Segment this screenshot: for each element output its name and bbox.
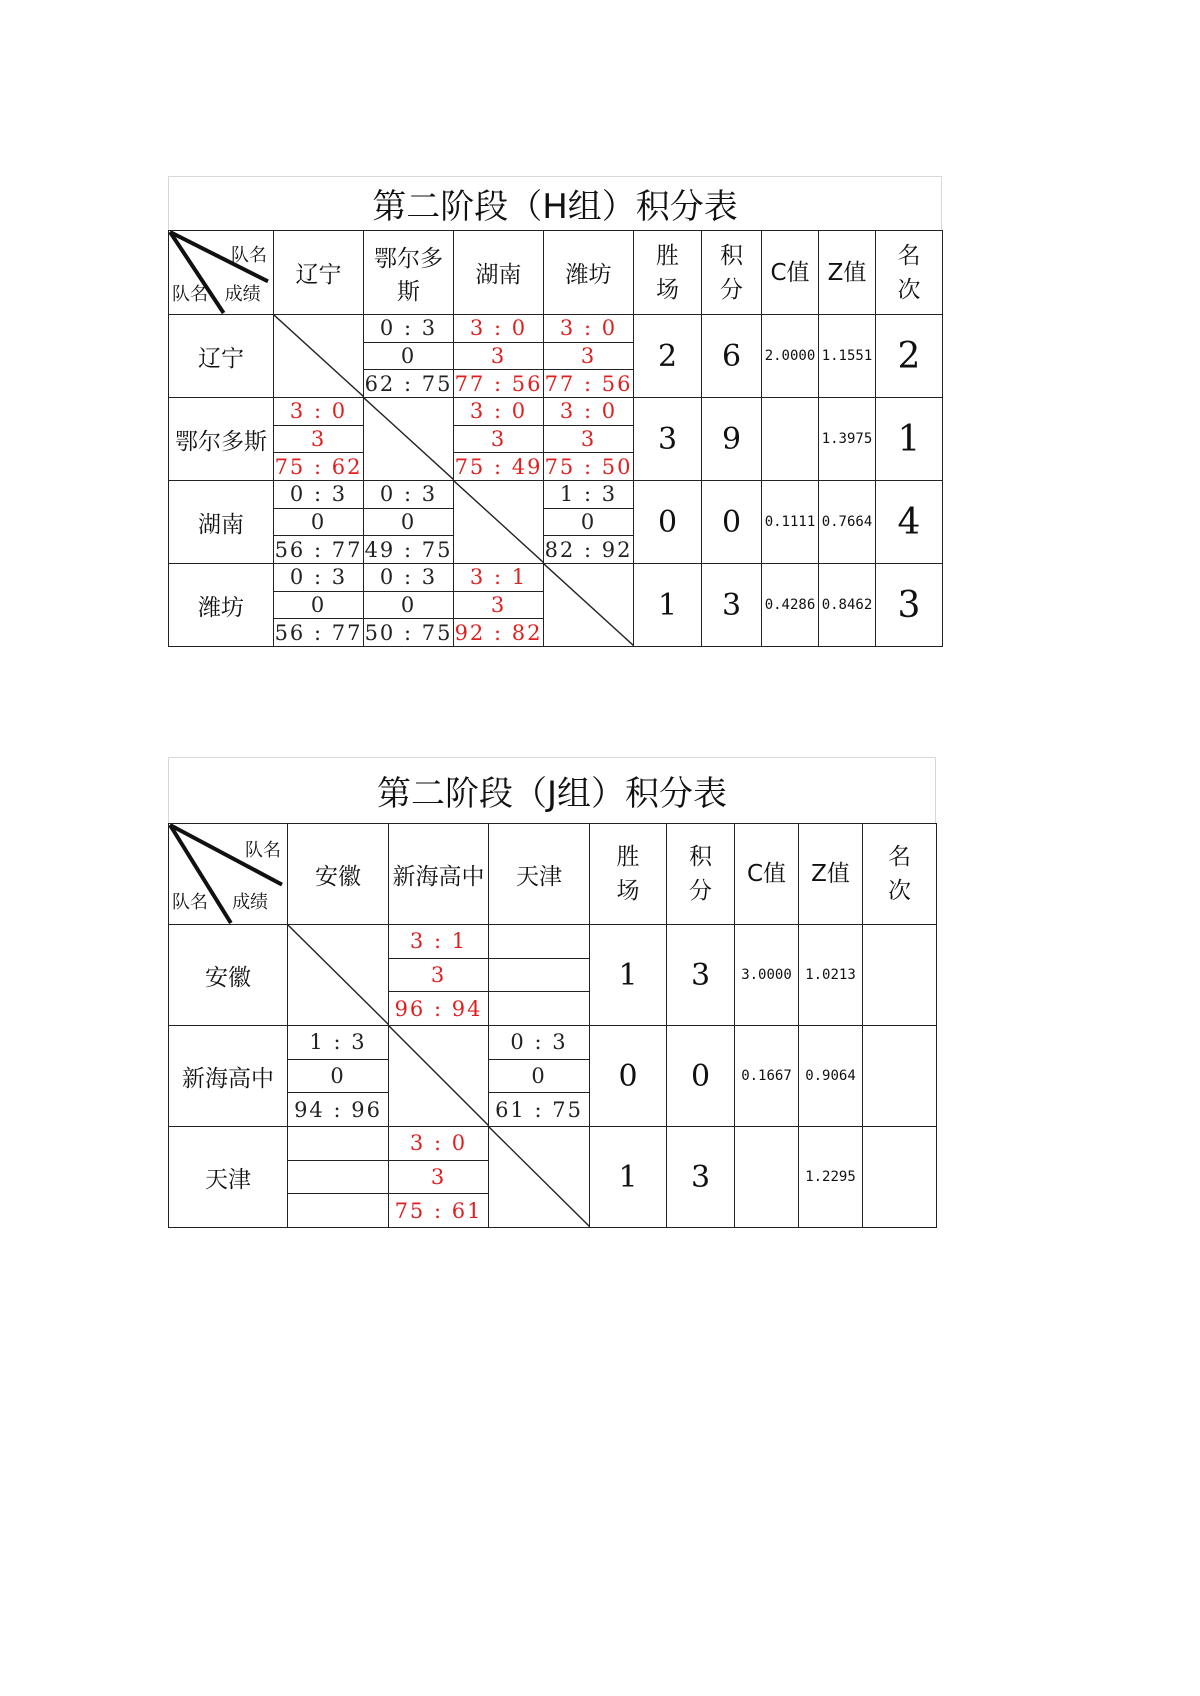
z-value: 0.9064 bbox=[799, 1026, 863, 1127]
total-score: 56 : 77 bbox=[274, 618, 363, 646]
wins-value: 1 bbox=[634, 564, 702, 647]
match-result-cell bbox=[454, 564, 544, 647]
row-team-name: 鄂尔多斯 bbox=[169, 398, 274, 481]
c-value-header bbox=[735, 824, 799, 925]
z-value-header bbox=[819, 231, 876, 315]
points-value: 0 bbox=[702, 481, 762, 564]
set-score bbox=[489, 925, 589, 958]
z-value: 0.7664 bbox=[819, 481, 876, 564]
wins-value: 3 bbox=[634, 398, 702, 481]
match-result bbox=[274, 564, 363, 646]
total-score: 77 : 56 bbox=[544, 369, 633, 397]
team-row bbox=[169, 1026, 937, 1127]
points-header bbox=[702, 231, 762, 315]
match-result bbox=[454, 398, 543, 480]
c-value: 2.0000 bbox=[762, 315, 819, 398]
rank-value bbox=[863, 925, 937, 1026]
wins-value: 1 bbox=[590, 1127, 667, 1228]
set-score: 0 : 3 bbox=[379, 316, 438, 341]
total-score: 75 : 50 bbox=[544, 452, 633, 480]
match-result-cell bbox=[489, 1026, 590, 1127]
c-value bbox=[762, 398, 819, 481]
c-value-header-text: C值 bbox=[746, 861, 787, 887]
team-row bbox=[169, 315, 943, 398]
team-row bbox=[169, 1127, 937, 1228]
match-points: 0 bbox=[544, 508, 633, 536]
total-score: 75 : 62 bbox=[274, 452, 363, 480]
rank-value: 2 bbox=[876, 315, 943, 398]
diagonal-cell bbox=[489, 1127, 590, 1228]
total-score: 92 : 82 bbox=[454, 618, 543, 646]
diagonal-line bbox=[454, 481, 544, 563]
team-column-header: 湖南 bbox=[454, 231, 544, 315]
set-score: 3 : 0 bbox=[469, 316, 528, 341]
set-score: 3 : 0 bbox=[559, 399, 618, 424]
match-points: 0 bbox=[364, 342, 453, 370]
total-score: 82 : 92 bbox=[544, 535, 633, 563]
z-value: 1.0213 bbox=[799, 925, 863, 1026]
match-result-cell bbox=[389, 1127, 489, 1228]
team-row bbox=[169, 481, 943, 564]
c-value: 3.0000 bbox=[735, 925, 799, 1026]
match-points: 0 bbox=[274, 508, 363, 536]
match-result bbox=[274, 398, 363, 480]
team-row bbox=[169, 564, 943, 647]
total-score: 94 : 96 bbox=[288, 1092, 388, 1126]
row-team-name: 潍坊 bbox=[169, 564, 274, 647]
match-points: 0 bbox=[274, 591, 363, 619]
match-points: 3 bbox=[389, 1160, 488, 1194]
wins-header-text: 胜 场 bbox=[616, 844, 640, 904]
match-result bbox=[454, 315, 543, 397]
corner-result-label: 成绩 bbox=[224, 283, 261, 305]
total-score: 62 : 75 bbox=[364, 369, 453, 397]
match-points: 3 bbox=[389, 958, 488, 992]
match-result bbox=[364, 564, 453, 646]
diagonal-cell bbox=[274, 315, 364, 398]
diagonal-line bbox=[389, 1026, 489, 1126]
corner-header-cell bbox=[169, 231, 274, 315]
match-result bbox=[288, 1026, 388, 1126]
set-score: 3 : 1 bbox=[469, 565, 528, 590]
row-team-name: 安徽 bbox=[169, 925, 288, 1026]
match-result-cell bbox=[288, 1127, 389, 1228]
wins-value: 2 bbox=[634, 315, 702, 398]
set-score: 0 : 3 bbox=[379, 565, 438, 590]
diagonal-line bbox=[288, 925, 389, 1025]
points-value: 0 bbox=[667, 1026, 735, 1127]
team-column-header: 安徽 bbox=[288, 824, 389, 925]
header-row bbox=[169, 231, 943, 315]
wins-header-text: 胜 场 bbox=[656, 242, 679, 303]
rank-header-text: 名 次 bbox=[888, 844, 911, 904]
match-points: 0 bbox=[364, 508, 453, 536]
set-score: 0 : 3 bbox=[379, 482, 438, 507]
match-result bbox=[389, 925, 488, 1025]
table-title: 第二阶段（H组）积分表 bbox=[168, 176, 942, 230]
corner-team-label-left: 队名 bbox=[172, 283, 208, 305]
set-score bbox=[288, 1127, 388, 1160]
match-result bbox=[489, 1026, 589, 1126]
team-column-header: 辽宁 bbox=[274, 231, 364, 315]
match-result bbox=[544, 398, 633, 480]
rank-value: 4 bbox=[876, 481, 943, 564]
rank-header-text: 名 次 bbox=[897, 242, 921, 303]
z-value: 1.1551 bbox=[819, 315, 876, 398]
team-row bbox=[169, 398, 943, 481]
team-row bbox=[169, 925, 937, 1026]
z-value: 1.3975 bbox=[819, 398, 876, 481]
points-value: 3 bbox=[667, 925, 735, 1026]
set-score: 3 : 0 bbox=[559, 316, 618, 341]
total-score: 77 : 56 bbox=[454, 369, 543, 397]
c-value-header-text: C值 bbox=[770, 259, 810, 286]
points-header bbox=[667, 824, 735, 925]
diagonal-line bbox=[544, 564, 634, 646]
rank-header bbox=[876, 231, 943, 315]
match-result-cell bbox=[364, 564, 454, 647]
points-value: 9 bbox=[702, 398, 762, 481]
match-points bbox=[288, 1160, 388, 1194]
set-score: 3 : 0 bbox=[469, 399, 528, 424]
standings-table-0 bbox=[168, 176, 942, 647]
match-result-cell bbox=[454, 398, 544, 481]
match-result bbox=[544, 315, 633, 397]
total-score: 75 : 49 bbox=[454, 452, 543, 480]
wins-header bbox=[590, 824, 667, 925]
rank-value bbox=[863, 1026, 937, 1127]
corner-team-label-top: 队名 bbox=[245, 840, 281, 862]
corner-team-label-left: 队名 bbox=[172, 891, 208, 913]
wins-value: 1 bbox=[590, 925, 667, 1026]
match-result bbox=[288, 1127, 388, 1227]
set-score: 3 : 0 bbox=[289, 399, 348, 424]
total-score: 49 : 75 bbox=[364, 535, 453, 563]
points-header-text: 积 分 bbox=[689, 844, 712, 904]
points-value: 6 bbox=[702, 315, 762, 398]
table-title: 第二阶段（J组）积分表 bbox=[168, 757, 936, 823]
standings-table-1 bbox=[168, 757, 936, 1228]
rank-header bbox=[863, 824, 937, 925]
match-result-cell bbox=[454, 315, 544, 398]
corner-header-cell bbox=[169, 824, 288, 925]
match-points: 0 bbox=[288, 1059, 388, 1093]
rank-value bbox=[863, 1127, 937, 1228]
match-result bbox=[364, 315, 453, 397]
match-result bbox=[489, 925, 589, 1025]
diagonal-line bbox=[489, 1127, 590, 1227]
total-score: 75 : 61 bbox=[389, 1193, 488, 1227]
diagonal-cell bbox=[364, 398, 454, 481]
match-points: 3 bbox=[274, 425, 363, 453]
match-points: 0 bbox=[364, 591, 453, 619]
set-score: 3 : 0 bbox=[409, 1131, 468, 1156]
set-score: 0 : 3 bbox=[289, 482, 348, 507]
match-result-cell bbox=[389, 925, 489, 1026]
row-team-name: 天津 bbox=[169, 1127, 288, 1228]
row-team-name: 新海高中 bbox=[169, 1026, 288, 1127]
z-value-header-text: Z值 bbox=[811, 861, 850, 887]
diagonal-cell bbox=[389, 1026, 489, 1127]
diagonal-cell bbox=[288, 925, 389, 1026]
points-header-text: 积 分 bbox=[720, 242, 743, 303]
c-value: 0.1667 bbox=[735, 1026, 799, 1127]
match-points: 3 bbox=[454, 425, 543, 453]
match-result-cell bbox=[274, 481, 364, 564]
total-score: 61 : 75 bbox=[489, 1092, 589, 1126]
header-row bbox=[169, 824, 937, 925]
wins-value: 0 bbox=[590, 1026, 667, 1127]
match-result-cell bbox=[274, 564, 364, 647]
row-team-name: 湖南 bbox=[169, 481, 274, 564]
match-result-cell bbox=[489, 925, 590, 1026]
set-score: 1 : 3 bbox=[559, 482, 618, 507]
match-points: 0 bbox=[489, 1059, 589, 1093]
match-result bbox=[364, 481, 453, 563]
z-value-header bbox=[799, 824, 863, 925]
row-team-name: 辽宁 bbox=[169, 315, 274, 398]
match-points bbox=[489, 958, 589, 992]
team-column-header: 潍坊 bbox=[544, 231, 634, 315]
match-result bbox=[544, 481, 633, 563]
diagonal-line bbox=[364, 398, 454, 480]
score-grid bbox=[168, 823, 937, 1228]
team-column-header: 鄂尔多斯 bbox=[364, 231, 454, 315]
wins-header bbox=[634, 231, 702, 315]
set-score: 1 : 3 bbox=[309, 1030, 367, 1055]
match-result bbox=[274, 481, 363, 563]
z-value: 0.8462 bbox=[819, 564, 876, 647]
match-result-cell bbox=[274, 398, 364, 481]
set-score: 0 : 3 bbox=[510, 1030, 568, 1055]
match-result-cell bbox=[544, 398, 634, 481]
match-result-cell bbox=[364, 315, 454, 398]
match-result-cell bbox=[544, 315, 634, 398]
diagonal-line bbox=[274, 315, 364, 397]
match-result-cell bbox=[364, 481, 454, 564]
match-result bbox=[389, 1127, 488, 1227]
total-score: 96 : 94 bbox=[389, 991, 488, 1025]
diagonal-cell bbox=[544, 564, 634, 647]
wins-value: 0 bbox=[634, 481, 702, 564]
match-result bbox=[454, 564, 543, 646]
rank-value: 3 bbox=[876, 564, 943, 647]
z-value: 1.2295 bbox=[799, 1127, 863, 1228]
team-column-header: 新海高中 bbox=[389, 824, 489, 925]
corner-result-label: 成绩 bbox=[232, 891, 269, 913]
rank-value: 1 bbox=[876, 398, 943, 481]
match-points: 3 bbox=[454, 591, 543, 619]
match-result-cell bbox=[544, 481, 634, 564]
total-score: 50 : 75 bbox=[364, 618, 453, 646]
match-points: 3 bbox=[544, 342, 633, 370]
total-score: 56 : 77 bbox=[274, 535, 363, 563]
match-points: 3 bbox=[544, 425, 633, 453]
total-score bbox=[288, 1193, 388, 1227]
c-value bbox=[735, 1127, 799, 1228]
set-score: 0 : 3 bbox=[289, 565, 348, 590]
diagonal-cell bbox=[454, 481, 544, 564]
set-score: 3 : 1 bbox=[409, 929, 468, 954]
points-value: 3 bbox=[702, 564, 762, 647]
team-column-header: 天津 bbox=[489, 824, 590, 925]
points-value: 3 bbox=[667, 1127, 735, 1228]
z-value-header-text: Z值 bbox=[827, 259, 867, 286]
score-grid bbox=[168, 230, 943, 647]
total-score bbox=[489, 991, 589, 1025]
match-points: 3 bbox=[454, 342, 543, 370]
c-value: 0.4286 bbox=[762, 564, 819, 647]
c-value: 0.1111 bbox=[762, 481, 819, 564]
c-value-header bbox=[762, 231, 819, 315]
match-result-cell bbox=[288, 1026, 389, 1127]
corner-team-label-top: 队名 bbox=[231, 245, 267, 267]
